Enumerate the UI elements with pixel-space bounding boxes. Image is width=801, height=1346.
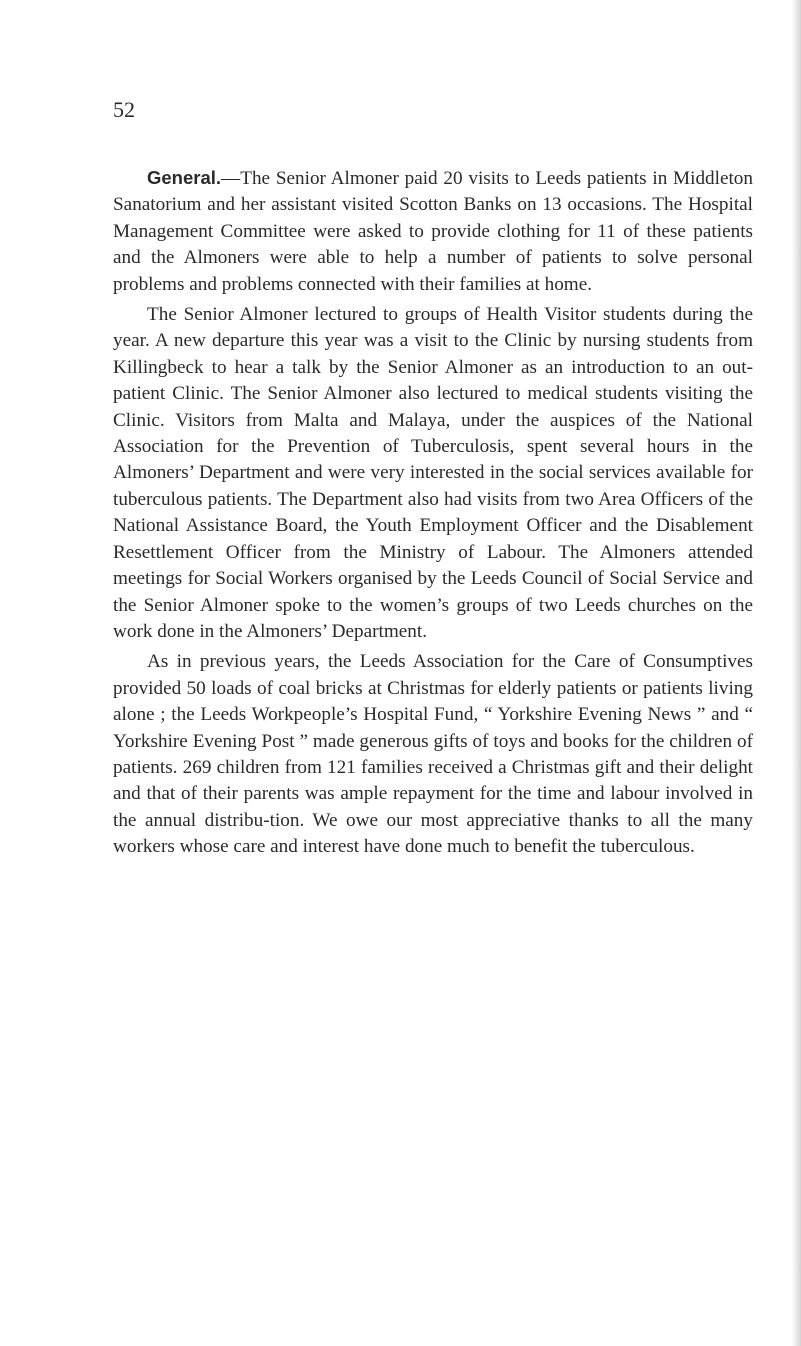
paragraph-christmas-gifts: As in previous years, the Leeds Association for the Care of Consumptives provided 50 loads of coal bricks at Christmas for elderly patients or patients living alone ; the Leeds Workpeople’s Hospital Fund, “ Yorkshire Evening News ” and “ Yorkshire Evening Post ” made generous gifts of toys and books for the children of patients. 269 children from 121 families received a Christmas gift and their delight and that of their parents was ample repayment for the time and labour involved in the annual distribu-tion. We owe our most appreciative thanks to all the many workers whose care and interest have done much to benefit the tuberculous. xyxy=(113,651,753,858)
paragraph-text: —The Senior Almoner paid 20 visits to Leeds patients in Middleton Sanatorium and her assistant visited Scotton Banks on 13 occasions. The Hospital Management Committee were asked to provide clothing for 11 of these patients and the Almoners were able to help a number of patients to solve personal problems and problems connected with their families at home. xyxy=(113,168,753,295)
page-edge-shadow xyxy=(791,0,801,1346)
paragraph-lectures-visitors: The Senior Almoner lectured to groups of Health Visitor students during the year. A new departure this year was a visit to the Clinic by nursing students from Killingbeck to hear a talk by the Senior Almoner as an introduction to an out-patient Clinic. The Senior Almoner also lectured to medical students visiting the Clinic. Visitors from Malta and Malaya, under the auspices of the National Association for the Prevention of Tuberculosis, spent several hours in the Almoners’ Department and were very interested in the social services available for tuberculous patients. The Department also had visits from two Area Officers of the National Assistance Board, the Youth Employment Officer and the Disablement Resettlement Officer from the Ministry of Labour. The Almoners attended meetings for Social Workers organised by the Leeds Council of Social Service and the Senior Almoner spoke to the women’s groups of two Leeds churches on the work done in the Almoners’ Department. xyxy=(113,304,753,642)
body-text xyxy=(113,165,753,865)
run-in-heading: General. xyxy=(147,167,222,188)
page-number: 52 xyxy=(113,97,135,122)
paragraph-general xyxy=(113,165,753,298)
